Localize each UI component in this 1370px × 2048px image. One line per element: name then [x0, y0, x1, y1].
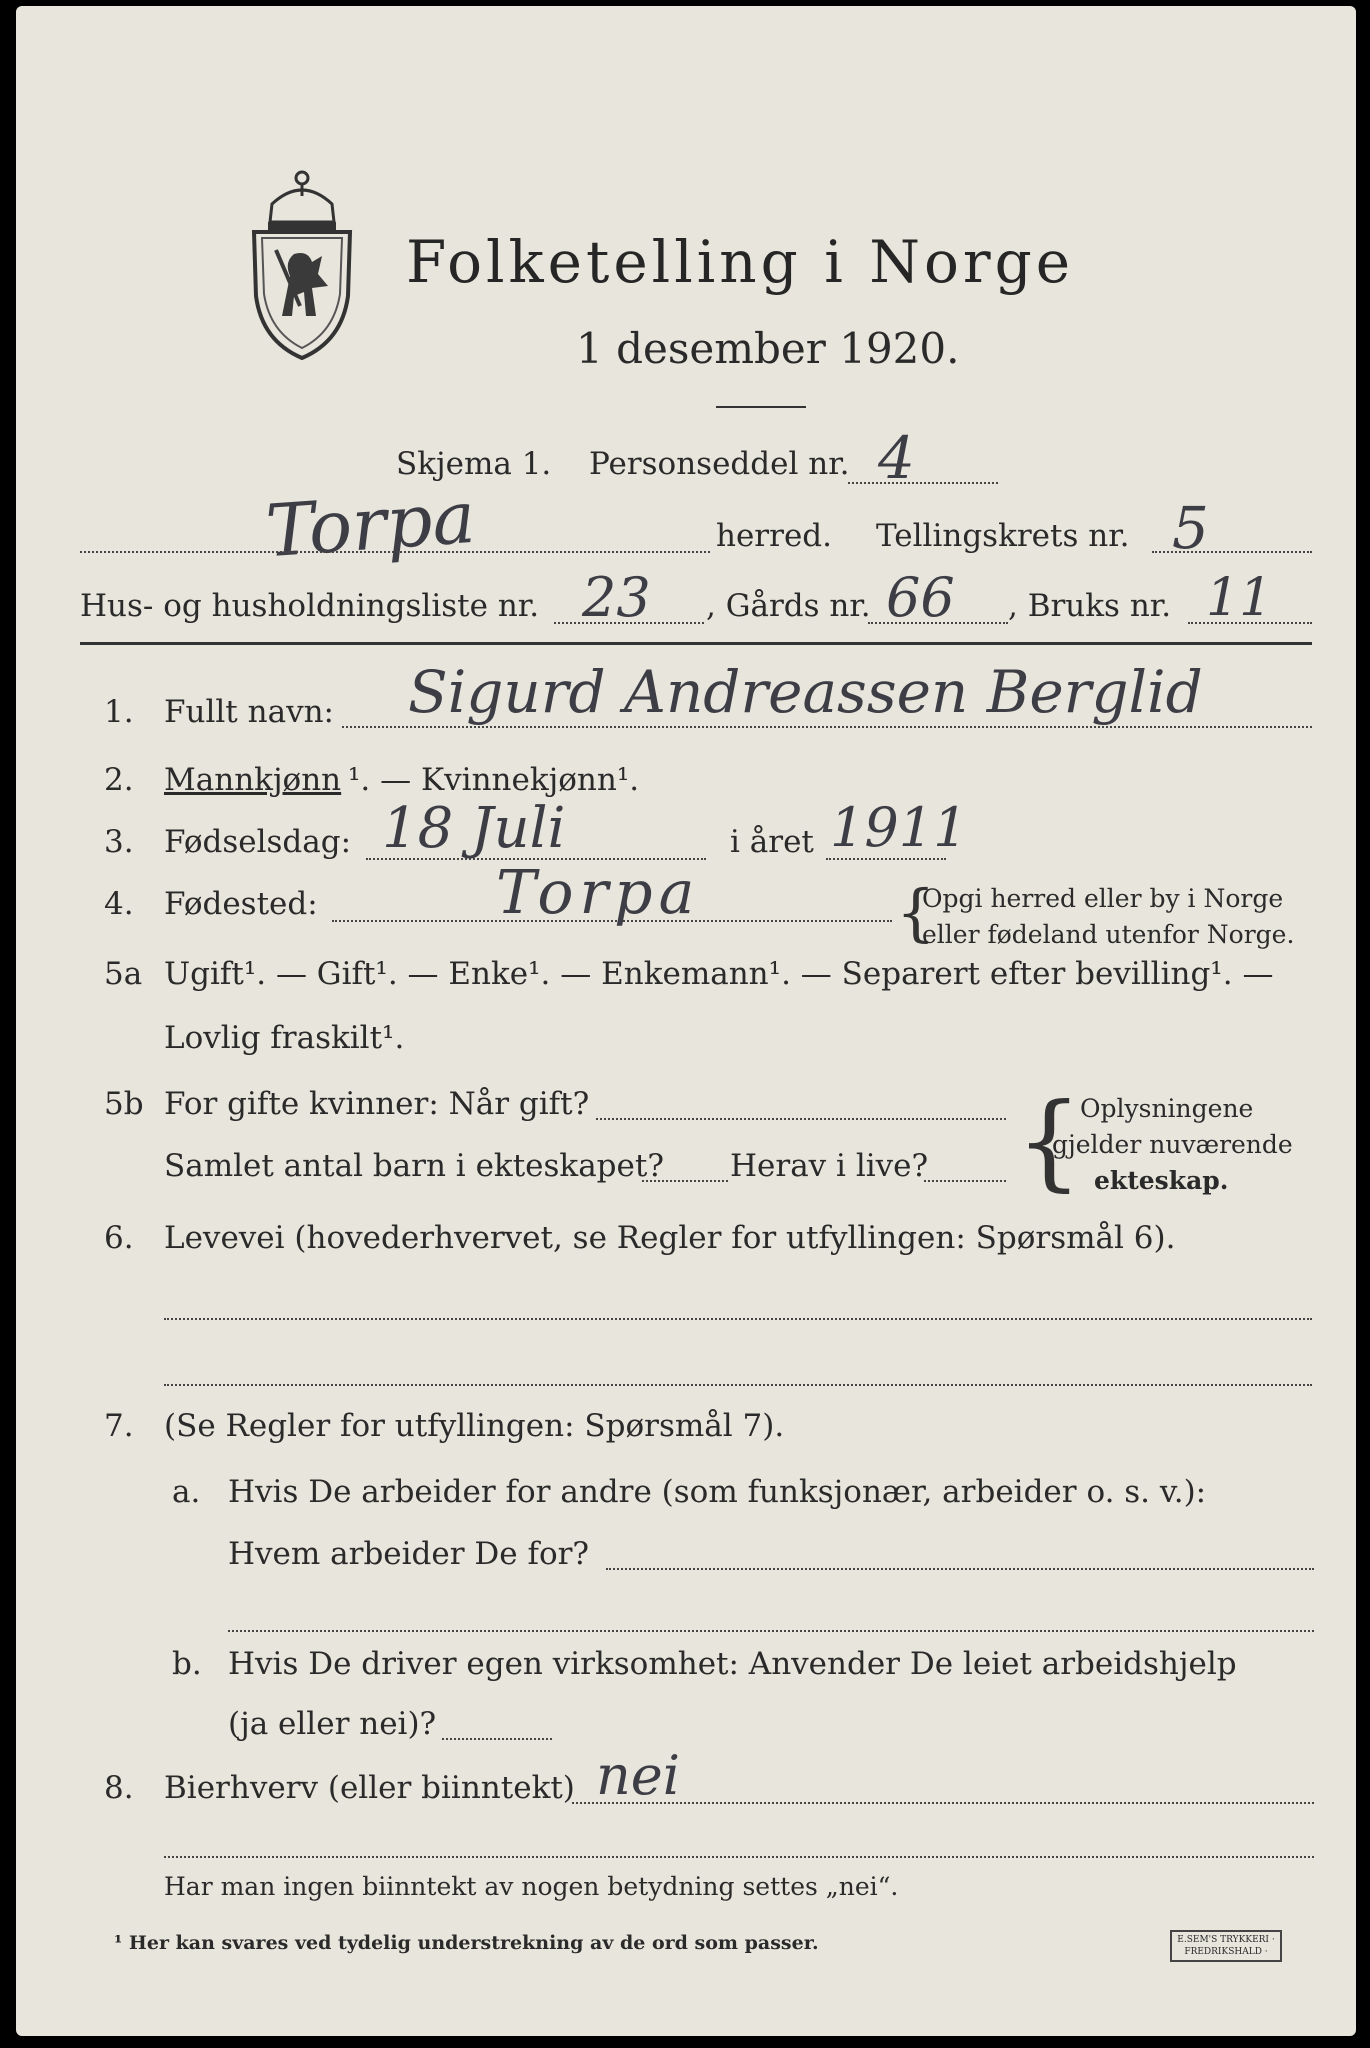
printer-stamp: E.SEM'S TRYKKERI · FREDRIKSHALD · — [1170, 1930, 1282, 1962]
q7b-letter: b. — [172, 1646, 202, 1682]
q1-value[interactable]: Sigurd Andreassen Berglid — [408, 658, 1203, 726]
title-divider — [716, 406, 806, 408]
q6-line1 — [164, 1318, 1312, 1320]
q7a-employer-label: Hvem arbeider De for? — [228, 1536, 590, 1572]
personseddel-line — [848, 482, 998, 484]
census-date: 1 desember 1920. — [576, 324, 960, 373]
q5a-options[interactable]: Ugift¹. — Gift¹. — Enke¹. — Enkemann¹. — Separert efter bevilling¹. — — [164, 956, 1274, 992]
q4-note-line2: eller fødeland utenfor Norge. — [922, 920, 1295, 949]
herred-line — [80, 551, 710, 553]
q5b-number: 5b — [104, 1086, 144, 1122]
q1-number: 1. — [104, 694, 134, 730]
q6-number: 6. — [104, 1220, 134, 1256]
q7-number: 7. — [104, 1408, 134, 1444]
q5b-note-line3: ekteskap. — [1094, 1166, 1229, 1195]
tellingskrets-value[interactable]: 5 — [1172, 494, 1209, 562]
q4-brace: { — [896, 876, 936, 949]
q7a-employer-line — [606, 1568, 1314, 1570]
q2-number: 2. — [104, 762, 134, 798]
q4-value[interactable]: Torpa — [496, 858, 701, 928]
q1-label: Fullt navn: — [164, 694, 334, 730]
q6-line2 — [164, 1384, 1312, 1386]
q5a-number: 5a — [104, 956, 143, 992]
personseddel-value[interactable]: 4 — [878, 424, 915, 492]
q5b-children-line — [642, 1180, 728, 1182]
footnote: ¹ Her kan svares ved tydelig understrekning av de ord som passer. — [114, 1932, 819, 1954]
q1-line — [342, 726, 1312, 728]
hus-label: Hus- og husholdningsliste nr. — [80, 588, 540, 624]
herred-value[interactable]: Torpa — [263, 474, 478, 574]
q4-label: Fødested: — [164, 886, 318, 922]
q5b-note-line2: gjelder nuværende — [1052, 1130, 1293, 1159]
footer-note: Har man ingen biinntekt av nogen betydning settes „nei“. — [164, 1872, 899, 1901]
q3-year-label: i året — [730, 824, 814, 860]
bruks-value[interactable]: 11 — [1206, 568, 1273, 628]
gards-value[interactable]: 66 — [886, 566, 955, 629]
q3-value[interactable]: 18 Juli — [382, 796, 566, 861]
bruks-label: , Bruks nr. — [1008, 588, 1172, 624]
q8-label: Bierhverv (eller biinntekt) — [164, 1770, 575, 1806]
q8-value[interactable]: nei — [596, 1744, 681, 1807]
q5b-alive-line — [924, 1180, 1006, 1182]
q5b-married-label: For gifte kvinner: Når gift? — [164, 1086, 590, 1122]
q7a-extra-line — [228, 1630, 1314, 1632]
hus-value[interactable]: 23 — [582, 566, 651, 629]
q2-male-option[interactable]: Mannkjønn — [164, 762, 342, 798]
q7b-answer-label: (ja eller nei)? — [228, 1706, 437, 1742]
q5b-note-line1: Oplysningene — [1080, 1094, 1254, 1123]
tellingskrets-label: Tellingskrets nr. — [876, 518, 1130, 554]
q8-number: 8. — [104, 1770, 134, 1806]
q8-line — [572, 1802, 1314, 1804]
q7b-question: Hvis De driver egen virksomhet: Anvender De leiet arbeidshjelp — [228, 1646, 1237, 1682]
q4-note-line1: Opgi herred eller by i Norge — [922, 884, 1284, 913]
q2-female-option[interactable]: ¹. — Kvinnekjønn¹. — [348, 762, 640, 798]
q7a-question: Hvis De arbeider for andre (som funksjonær, arbeider o. s. v.): — [228, 1474, 1207, 1510]
q5b-children-label: Samlet antal barn i ekteskapet? — [164, 1148, 664, 1184]
q7-label: (Se Regler for utfyllingen: Spørsmål 7). — [164, 1408, 785, 1444]
q5b-alive-label: Herav i live? — [730, 1148, 929, 1184]
q5b-brace: { — [1016, 1080, 1083, 1202]
q7a-letter: a. — [172, 1474, 201, 1510]
census-form — [16, 6, 1356, 2036]
q3-year-value[interactable]: 1911 — [830, 796, 968, 859]
coat-of-arms-icon — [242, 166, 362, 366]
form-title: Folketelling i Norge — [406, 228, 1075, 296]
q3-label: Fødselsdag: — [164, 824, 352, 860]
q8-extra-line — [164, 1856, 1314, 1858]
q3-number: 3. — [104, 824, 134, 860]
q5b-married-line — [596, 1118, 1006, 1120]
personseddel-label: Personseddel nr. — [589, 446, 850, 482]
q7b-answer-line — [442, 1738, 552, 1740]
gards-label: , Gårds nr. — [706, 588, 871, 624]
skjema-label: Skjema 1. — [396, 446, 552, 482]
q4-number: 4. — [104, 886, 134, 922]
herred-label: herred. — [716, 518, 832, 554]
q6-label: Levevei (hovederhvervet, se Regler for utfyllingen: Spørsmål 6). — [164, 1220, 1176, 1256]
header-rule — [80, 642, 1312, 645]
q5a-options-cont[interactable]: Lovlig fraskilt¹. — [164, 1020, 405, 1056]
